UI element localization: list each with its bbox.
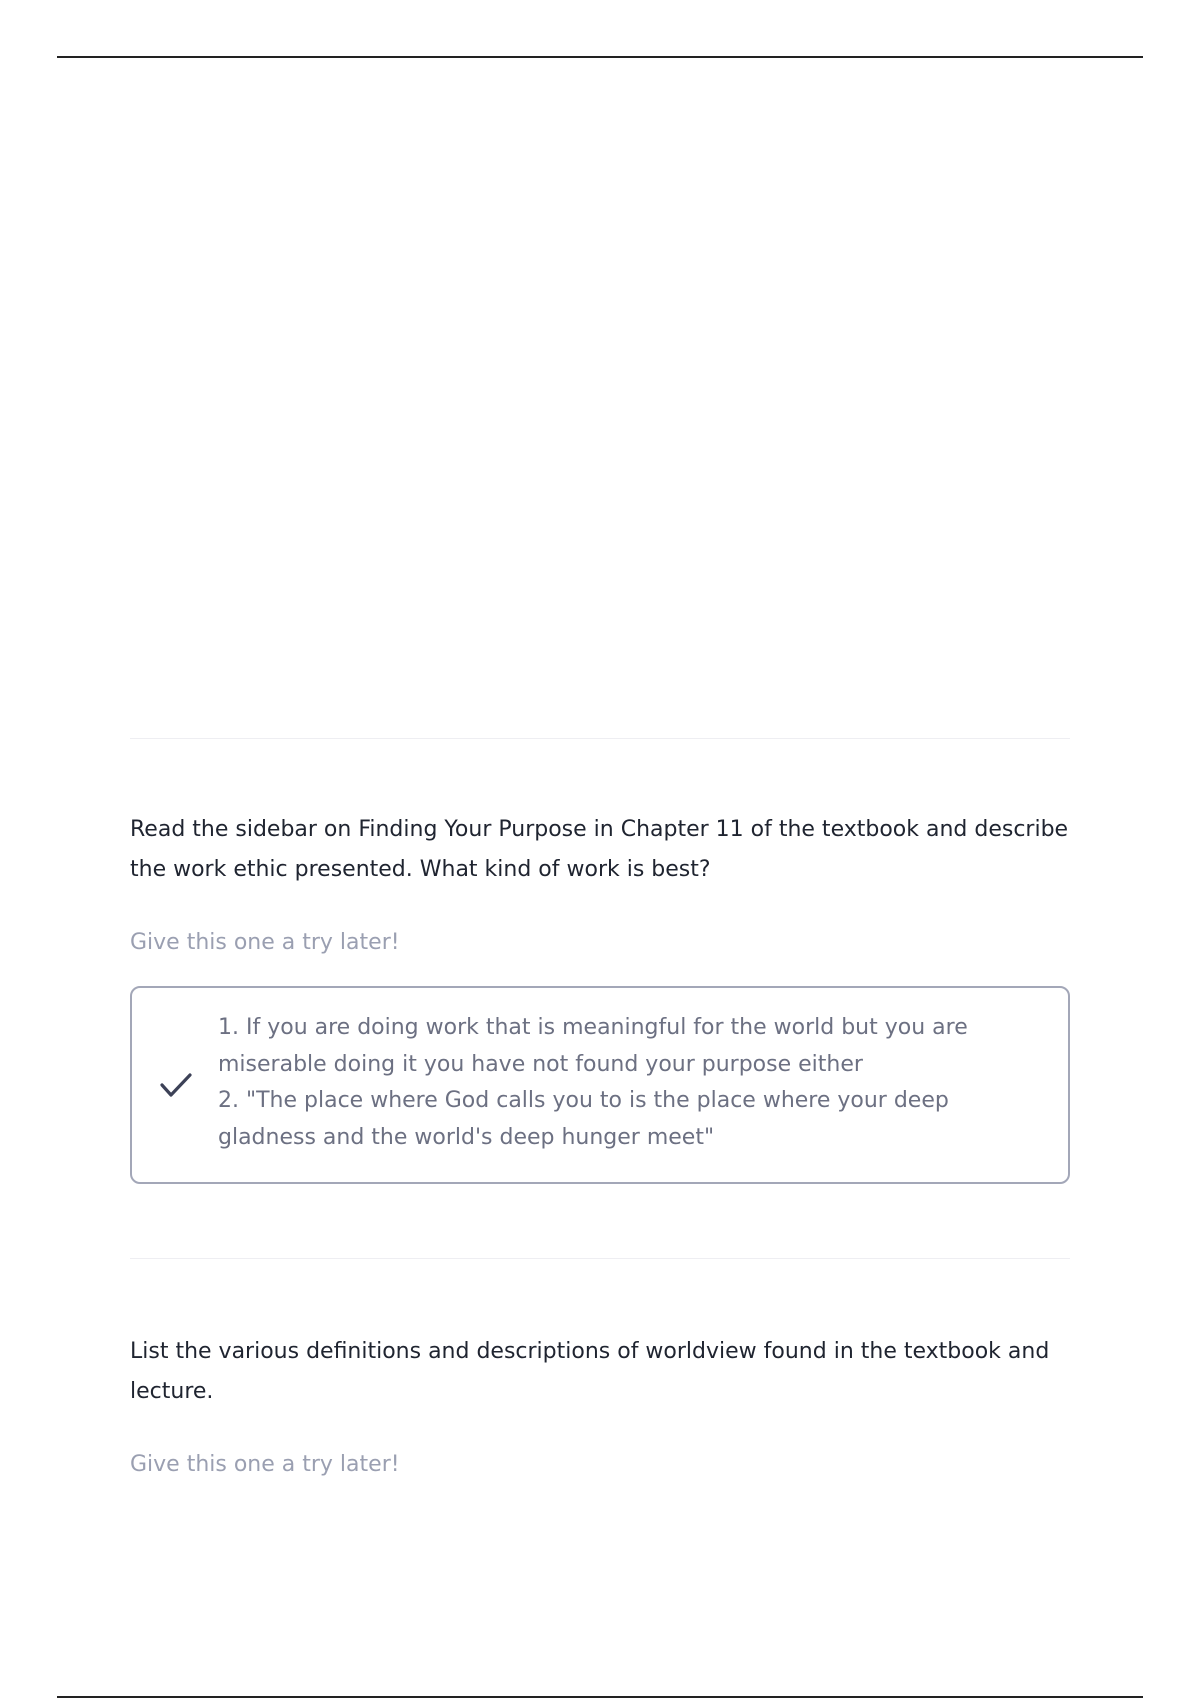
card-1-answer-box[interactable] xyxy=(130,986,1070,1184)
answer-line-2: 2. "The place where God calls you to is the place where your deep gladness and the world's deep hunger meet" xyxy=(218,1088,949,1150)
section-divider xyxy=(130,1258,1070,1259)
card-1-answer-text xyxy=(218,1010,1018,1156)
section-divider xyxy=(130,738,1070,739)
page-bottom-rule xyxy=(57,1696,1143,1698)
check-icon xyxy=(158,1070,194,1100)
card-1-try-later-status[interactable]: Give this one a try later! xyxy=(130,930,400,955)
card-2-try-later-status[interactable]: Give this one a try later! xyxy=(130,1452,400,1477)
card-1-question: Read the sidebar on Finding Your Purpose in Chapter 11 of the textbook and describe the work ethic presented. What kind of work is best? xyxy=(130,817,1069,882)
page-top-rule xyxy=(57,56,1143,58)
answer-line-1: 1. If you are doing work that is meaningful for the world but you are miserable doing it you have not found your purpose either xyxy=(218,1015,968,1077)
card-2-question: List the various definitions and descriptions of worldview found in the textbook and lecture. xyxy=(130,1339,1050,1404)
